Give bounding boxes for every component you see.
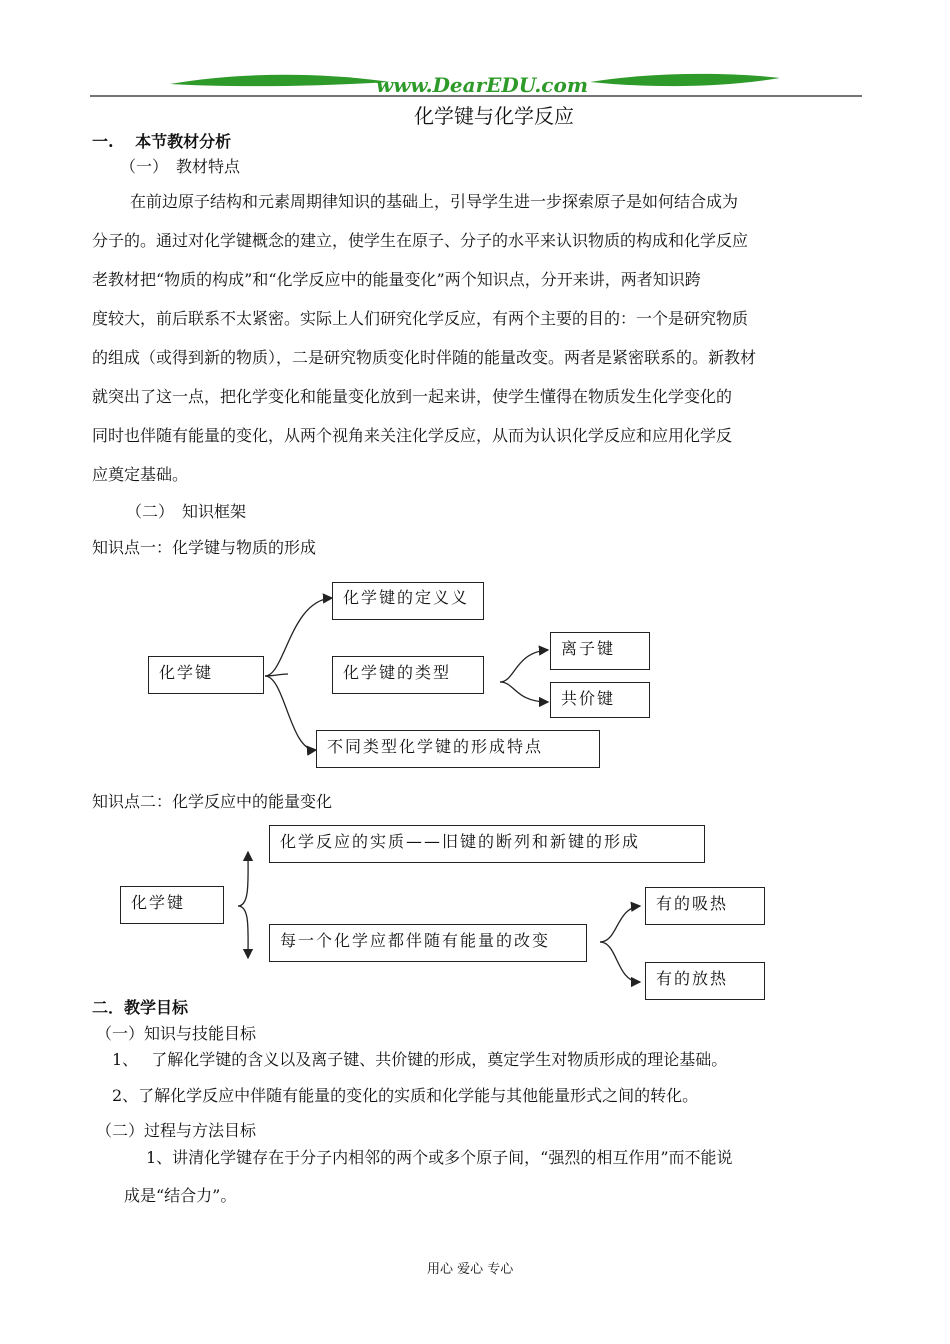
section1-sub2: （二） 知识框架 [126, 502, 247, 521]
section2-sub2: （二）过程与方法目标 [96, 1121, 257, 1140]
page-footer: 用心 爱心 专心 [427, 1262, 514, 1277]
kp1-ionic-box: 离子键 [550, 632, 650, 670]
section2-sub1: （一）知识与技能目标 [96, 1024, 257, 1043]
kp2-essence-box: 化学反应的实质——旧键的断列和新键的形成 [269, 825, 705, 863]
kp2-label: 知识点二：化学反应中的能量变化 [92, 792, 333, 811]
kp2-absorb-box: 有的吸热 [645, 887, 765, 925]
kp1-covalent-box: 共价键 [550, 682, 650, 718]
para-line: 的组成（或得到新的物质），二是研究物质变化时伴随的能量改变。两者是紧密联系的。新教材 [92, 348, 757, 367]
kp1-types-box: 化学键的类型 [332, 656, 484, 694]
section2-item3-line2: 成是“结合力”。 [124, 1186, 237, 1205]
kp1-label: 知识点一：化学键与物质的形成 [92, 538, 317, 557]
para-line: 同时也伴随有能量的变化，从两个视角来关注化学反应，从而为认识化学反应和应用化学反 [92, 426, 733, 445]
kp2-root-box: 化学键 [120, 886, 224, 924]
para-line: 分子的。通过对化学键概念的建立，使学生在原子、分子的水平来认识物质的构成和化学反应 [92, 231, 749, 250]
page-title: 化学键与化学反应 [414, 104, 574, 128]
para-line: 在前边原子结构和元素周期律知识的基础上，引导学生进一步探索原子是如何结合成为 [130, 192, 739, 211]
para-line: 就突出了这一点，把化学变化和能量变化放到一起来讲，使学生懂得在物质发生化学变化的 [92, 387, 733, 406]
kp1-features-box: 不同类型化学键的形成特点 [316, 730, 600, 768]
section2-item1: 1、 了解化学键的含义以及离子键、共价键的形成，奠定学生对物质形成的理论基础。 [112, 1050, 728, 1069]
section2-heading: 二．教学目标 [92, 998, 189, 1017]
para-line: 老教材把“物质的构成”和“化学反应中的能量变化”两个知识点，分开来讲，两者知识跨 [92, 270, 701, 289]
section1-heading: 一. 本节教材分析 [92, 132, 232, 151]
section2-item2: 2、了解化学反应中伴随有能量的变化的实质和化学能与其他能量形式之间的转化。 [112, 1086, 699, 1105]
site-logo: www.DearEDU.com [375, 73, 589, 97]
section1-sub1: （一） 教材特点 [120, 157, 241, 176]
kp2-release-box: 有的放热 [645, 962, 765, 1000]
para-line: 应奠定基础。 [92, 465, 189, 484]
kp1-root-box: 化学键 [148, 656, 264, 694]
section2-item3-line1: 1、讲清化学键存在于分子内相邻的两个或多个原子间，“强烈的相互作用”而不能说 [146, 1148, 733, 1167]
kp2-energy-box: 每一个化学应都伴随有能量的改变 [269, 924, 587, 962]
para-line: 度较大，前后联系不太紧密。实际上人们研究化学反应，有两个主要的目的：一个是研究物质 [92, 309, 749, 328]
kp1-definition-box: 化学键的定义义 [332, 582, 484, 620]
